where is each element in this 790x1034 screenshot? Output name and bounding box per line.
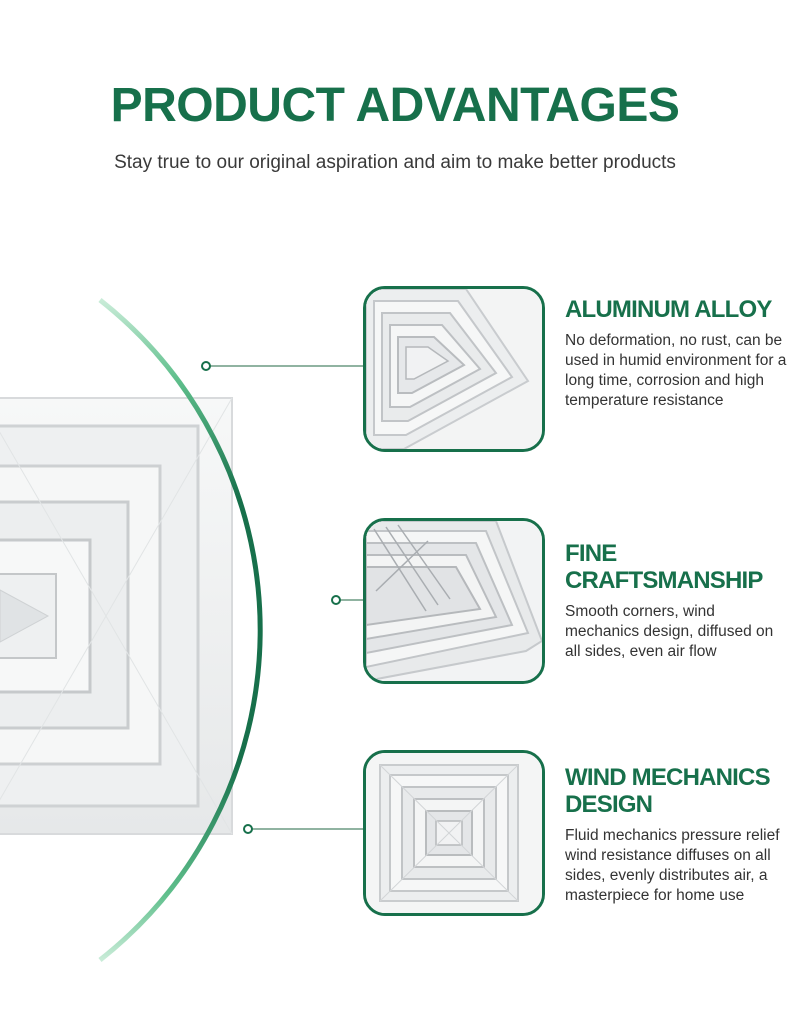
feature-title: ALUMINUM ALLOY bbox=[565, 296, 772, 323]
feature-description: Fluid mechanics pressure relief wind resistance diffuses on all sides, evenly distributes air, a masterpiece for home use bbox=[565, 827, 780, 904]
page-title: PRODUCT ADVANTAGES bbox=[110, 79, 680, 132]
feature-aluminum-alloy bbox=[565, 296, 787, 411]
page-subtitle: Stay true to our original aspiration and aim to make better products bbox=[114, 152, 676, 173]
feature-description: No deformation, no rust, can be used in humid environment for a long time, corrosion and high temperature resistance bbox=[565, 332, 787, 409]
feature-image-wind-mechanics-design bbox=[363, 750, 545, 916]
feature-image-aluminum-alloy bbox=[363, 286, 545, 452]
feature-image-fine-craftsmanship bbox=[363, 518, 545, 684]
feature-fine-craftsmanship bbox=[565, 540, 787, 662]
diffuser-photo bbox=[0, 398, 232, 834]
feature-title: WIND MECHANICS DESIGN bbox=[565, 764, 770, 818]
feature-wind-mechanics-design bbox=[565, 764, 787, 906]
feature-description: Smooth corners, wind mechanics design, diffused on all sides, even air flow bbox=[565, 603, 774, 660]
feature-title: FINE CRAFTSMANSHIP bbox=[565, 540, 763, 594]
